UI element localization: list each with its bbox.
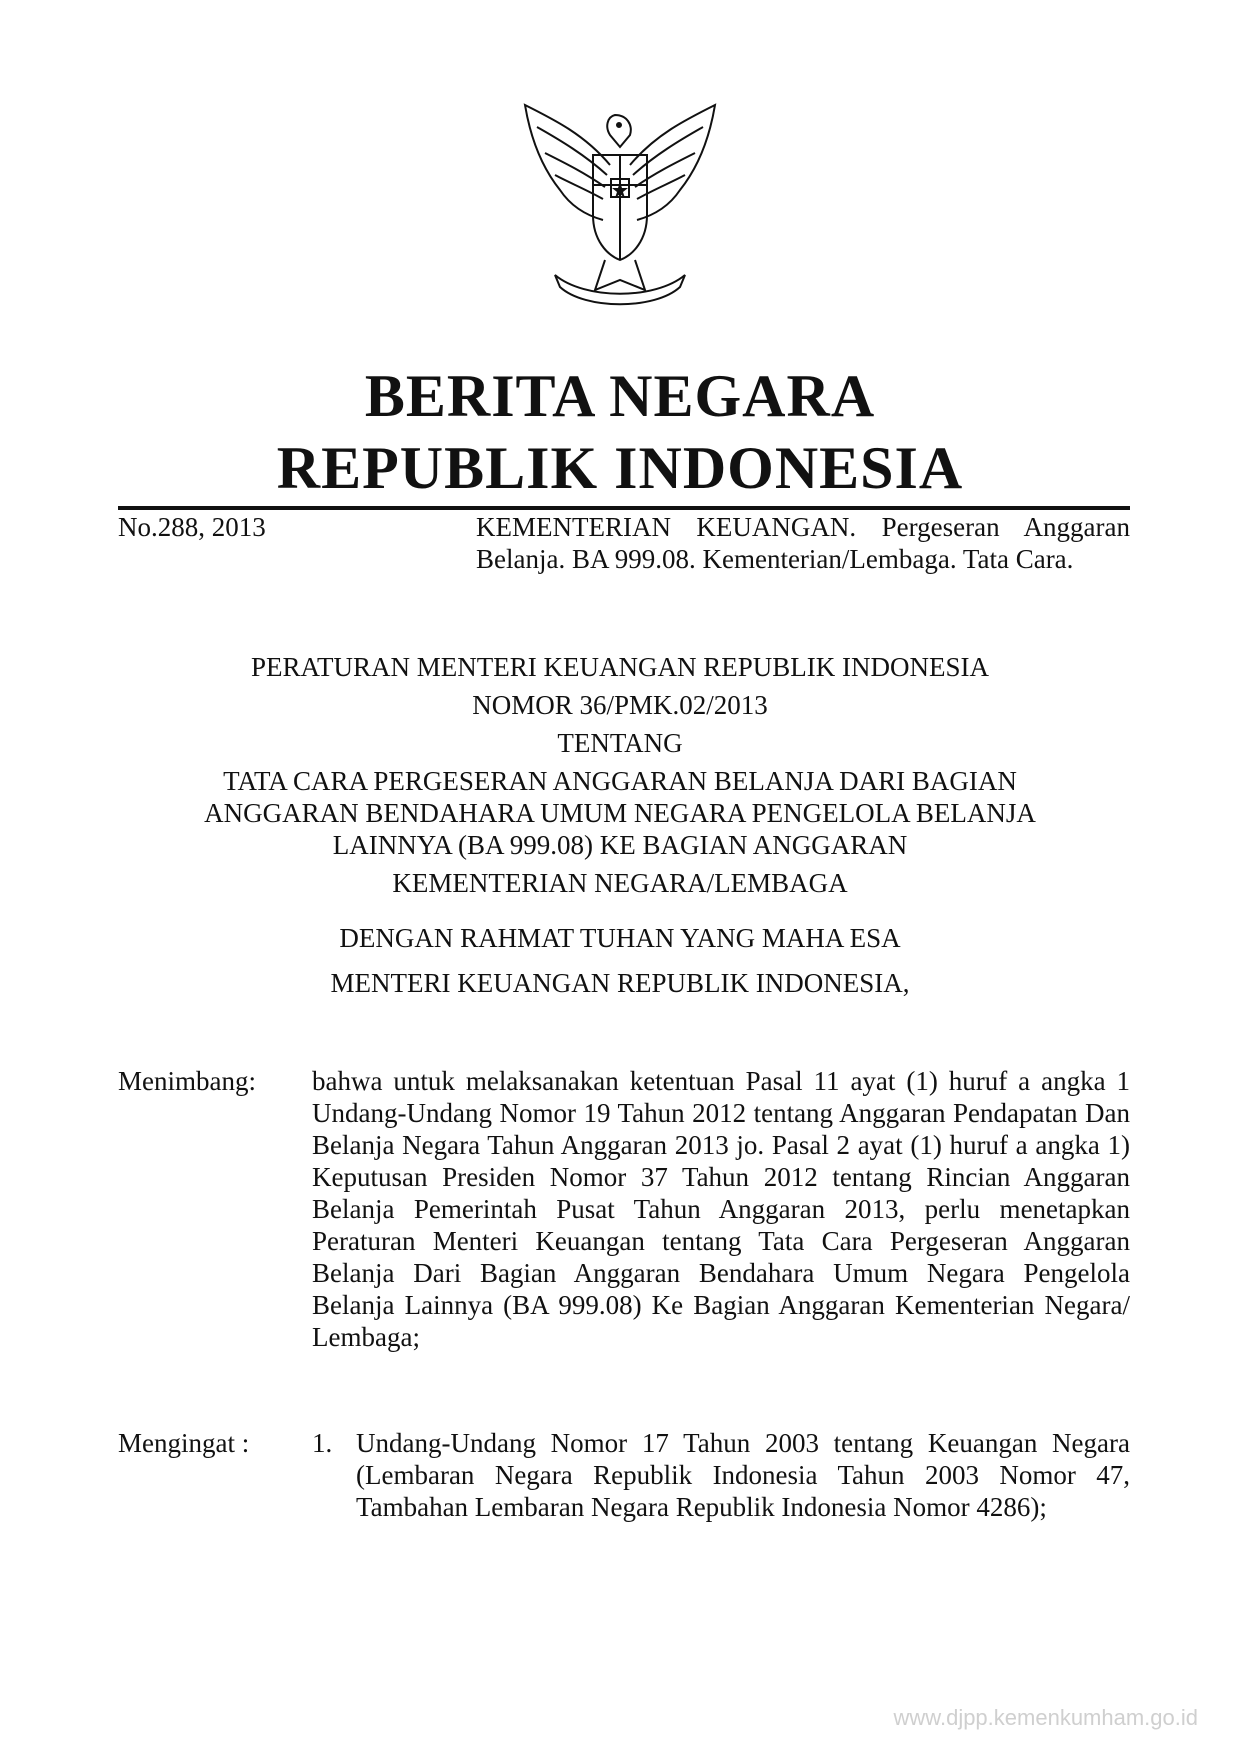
minister-line: MENTERI KEUANGAN REPUBLIK INDONESIA, [330,968,910,998]
document-number: No.288, 2013 [118,512,266,542]
list-item: Undang-Undang Nomor 17 Tahun 2003 tentang Keuangan Negara (Lembaran Negara Republik Indonesia Tahun 2003 Nomor 47, Tambahan Lembaran Negara Republik Indonesia Nomor 4286); [356,1428,1130,1522]
gazette-title: BERITA NEGARA [364,363,876,429]
header-divider [118,506,1130,510]
document-description: KEMENTERIAN KEUANGAN. Pergeseran Anggaran Belanja. BA 999.08. Kementerian/Lembaga. Tata Cara. [476,512,1130,574]
garuda-emblem-icon [515,95,725,310]
watermark-url: www.djpp.kemenkumham.go.id [893,1705,1198,1730]
regulation-subject-line: ANGGARAN BENDAHARA UMUM NEGARA PENGELOLA BELANJA [204,798,1036,828]
blessing-line: DENGAN RAHMAT TUHAN YANG MAHA ESA [339,923,901,953]
menimbang-text: bahwa untuk melaksanakan ketentuan Pasal 11 ayat (1) huruf a angka 1 Undang-Undang Nomor 19 Tahun 2012 tentang Anggaran Pendapatan Dan Belanja Negara Tahun Anggaran 2013 jo. Pasal 2 ayat (1) huruf a angka 1) Keputusan Presiden Nomor 37 Tahun 2012 tentang Rincian Anggaran Belanja Pemerintah Pusat Tahun Anggaran 2013, perlu menetapkan Peraturan Menteri Keuangan tentang Tata Cara Pergeseran Anggaran Belanja Dari Bagian Anggaran Bendahara Umum Negara Pengelola Belanja Lainnya (BA 999.08) Ke Bagian Anggaran Kementerian Negara/ Lembaga; [312,1066,1130,1352]
regulation-heading: PERATURAN MENTERI KEUANGAN REPUBLIK INDONESIA [251,652,989,682]
gazette-subtitle: REPUBLIK INDONESIA [276,435,964,501]
list-item-number: 1. [312,1428,333,1458]
regulation-subject-line: LAINNYA (BA 999.08) KE BAGIAN ANGGARAN [332,830,908,860]
regulation-subject-line: KEMENTERIAN NEGARA/LEMBAGA [392,868,848,898]
regulation-subject-line: TATA CARA PERGESERAN ANGGARAN BELANJA DARI BAGIAN [223,766,1017,796]
mengingat-label: Mengingat : [118,1428,250,1458]
regulation-about: TENTANG [557,728,683,758]
regulation-number: NOMOR 36/PMK.02/2013 [472,690,768,720]
menimbang-label: Menimbang: [118,1066,256,1096]
